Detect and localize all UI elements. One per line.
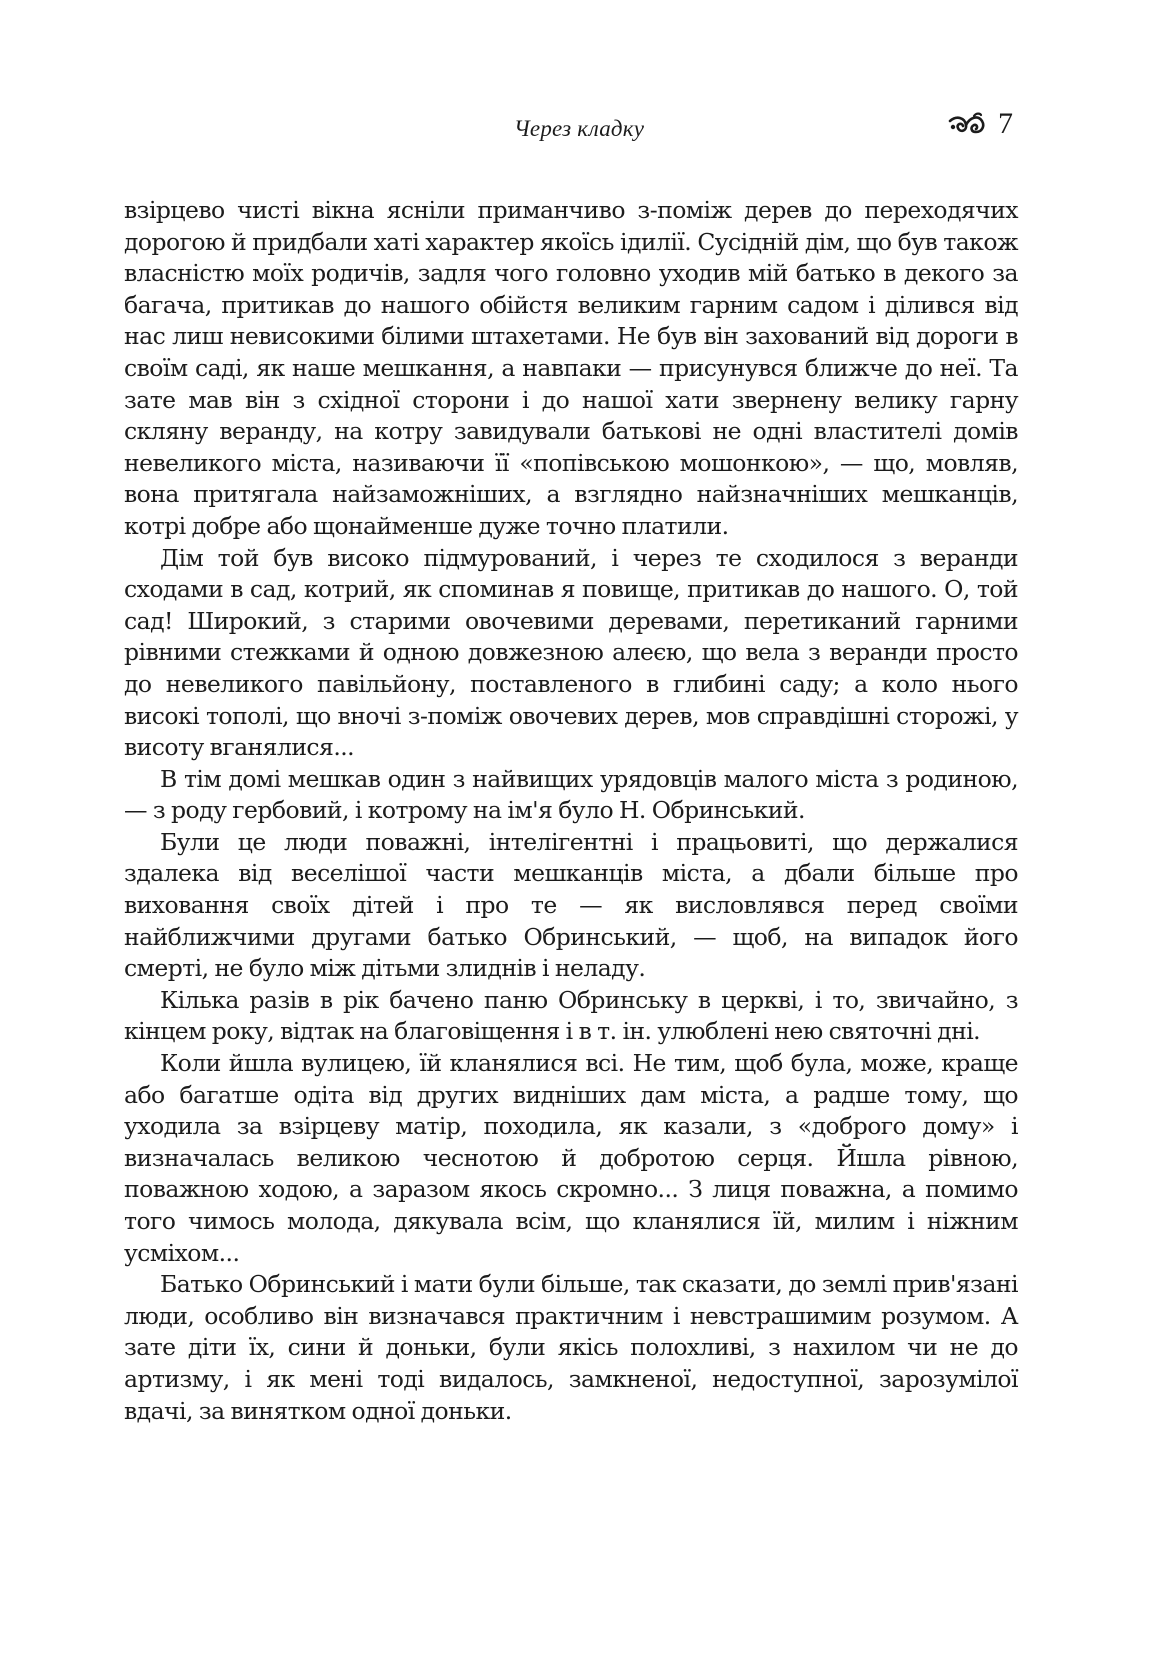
fleuron-icon	[948, 112, 988, 136]
paragraph: взірцево чисті вікна ясніли приманчиво з-поміж дерев до переходячих дорогою й придбали хаті характер якоїсь ідилії. Сусідній дім, що був також власністю моїх родичів, задля чого головно уходив мій батько в декого за багача, притикав до нашого обійстя великим гарним садом і ділився від нас лиш невисокими білими штахетами. Не був він захований від дороги в своїм саді, як наше мешкання, а навпаки — присунувся ближче до неї. Та зате мав він з східної сторони і до нашої хати звернену велику гарну скляну веранду, на котру завидували батькові не одні властителі домів невеликого міста, називаючи її «попівською мошонкою», — що, мовляв, вона притягала найзаможніших, а взглядно найзначніших мешканців, котрі добре або щонайменше дуже точно платили.	[124, 196, 1018, 540]
running-head	[0, 108, 1158, 148]
paragraph: Були це люди поважні, інтелігентні і працьовиті, що держалися здалека від веселішої части мешканців міста, а дбали більше про виховання своїх дітей і про те — як висловлявся перед своїми найближчими другами батько Обринський, — щоб, на випадок його смерті, не було між дітьми злиднів і неладу.	[124, 827, 1018, 983]
running-title: Через кладку	[513, 116, 645, 141]
paragraph: Батько Обринський і мати були більше, так сказати, до землі прив'язані люди, особливо він визначався практичним і невстрашимим розумом. А зате діти їх, сини й доньки, були якісь полохливі, з нахилом чи не до артизму, і як мені тоді видалось, замкненої, недоступної, зарозумілої вдачі, за винятком одної доньки.	[124, 1270, 1018, 1425]
paragraph: В тім домі мешкав один з найвищих урядовців малого міста з родиною, — з роду гербовий, і котрому на ім'я було Н. Обринський.	[124, 764, 1018, 825]
paragraph: Кілька разів в рік бачено паню Обринську в церкві, і то, звичайно, з кінцем року, відтак на благовіщення і в т. ін. улюблені нею святочні дні.	[124, 985, 1018, 1046]
folio	[948, 108, 1013, 140]
page-number: 7	[998, 107, 1013, 140]
paragraph: Дім той був високо підмурований, і через те сходилося з веранди сходами в сад, котрий, як споминав я повище, притикав до нашого. О, той сад! Широкий, з старими овочевими деревами, перетиканий гарними рівними стежками й одною довжезною алеєю, що вела з веранди просто до невеликого павільйону, поставленого в глибині саду; а коло нього високі тополі, що вночі з-поміж овочевих дерев, мов справдішні сторожі, у висоту вганялися...	[124, 543, 1018, 762]
paragraph: Коли йшла вулицею, їй кланялися всі. Не тим, щоб була, може, краще або багатше одіта від других видніших дам міста, а радше тому, що уходила за взірцеву матір, походила, як казали, з «доброго дому» і визначалась великою чеснотою й добротою серця. Йшла рівною, поважною ходою, а заразом якось скромно... З лиця поважна, а помимо того чимось молода, дякувала всім, що кланялися їй, милим і ніжним усміхом...	[124, 1049, 1018, 1267]
body-text	[124, 195, 1018, 1427]
